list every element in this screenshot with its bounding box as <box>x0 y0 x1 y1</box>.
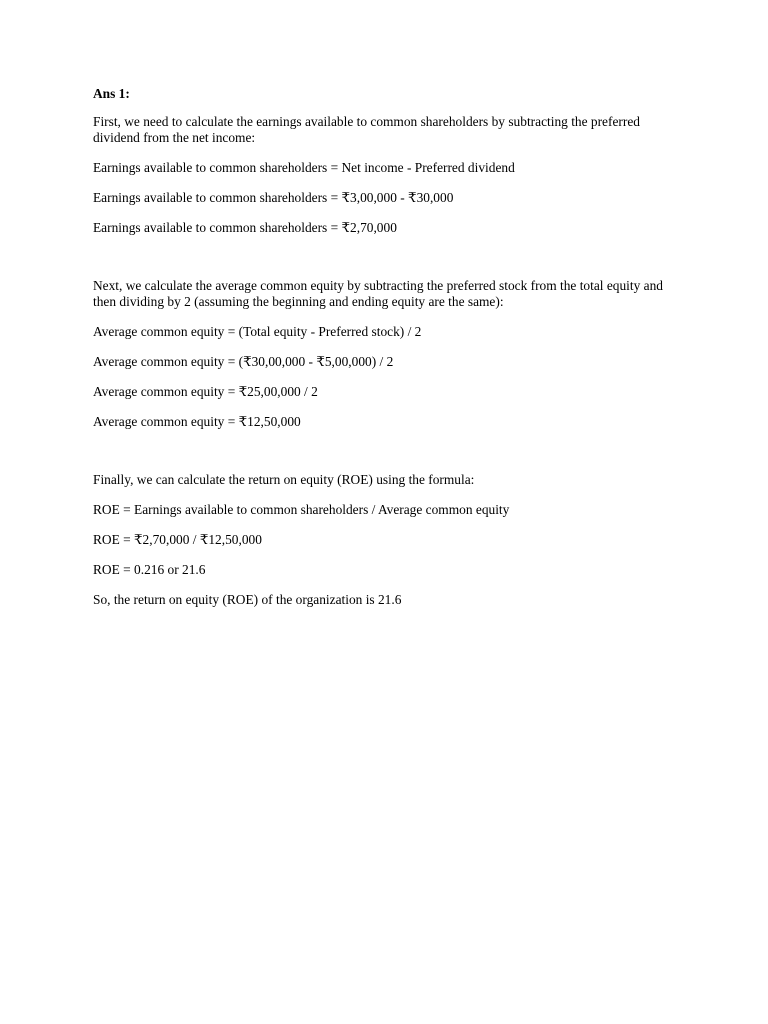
section1-line: Earnings available to common shareholders = ₹3,00,000 - ₹30,000 <box>93 190 454 205</box>
spacer <box>93 444 683 472</box>
section2-line: Average common equity = ₹12,50,000 <box>93 414 301 429</box>
section3-line: ROE = Earnings available to common shareholders / Average common equity <box>93 502 510 517</box>
conclusion-line: So, the return on equity (ROE) of the organization is 21.6 <box>93 592 402 607</box>
document-body <box>93 86 683 622</box>
section1-line: Earnings available to common shareholders = ₹2,70,000 <box>93 220 397 235</box>
section2-line: Average common equity = (Total equity - Preferred stock) / 2 <box>93 324 422 339</box>
answer-heading: Ans 1: <box>93 86 130 101</box>
section3-intro: Finally, we can calculate the return on equity (ROE) using the formula: <box>93 472 475 487</box>
section3-line: ROE = 0.216 or 21.6 <box>93 562 206 577</box>
section1-intro: First, we need to calculate the earnings available to common shareholders by subtracting the preferred dividend from the net income: <box>93 114 640 145</box>
section2-intro: Next, we calculate the average common equity by subtracting the preferred stock from the total equity and then dividing by 2 (assuming the beginning and ending equity are the same): <box>93 278 664 309</box>
section2-line: Average common equity = ₹25,00,000 / 2 <box>93 384 318 399</box>
section1-line: Earnings available to common shareholders = Net income - Preferred dividend <box>93 160 515 175</box>
spacer <box>93 250 683 278</box>
section3-line: ROE = ₹2,70,000 / ₹12,50,000 <box>93 532 262 547</box>
section2-line: Average common equity = (₹30,00,000 - ₹5,00,000) / 2 <box>93 354 394 369</box>
